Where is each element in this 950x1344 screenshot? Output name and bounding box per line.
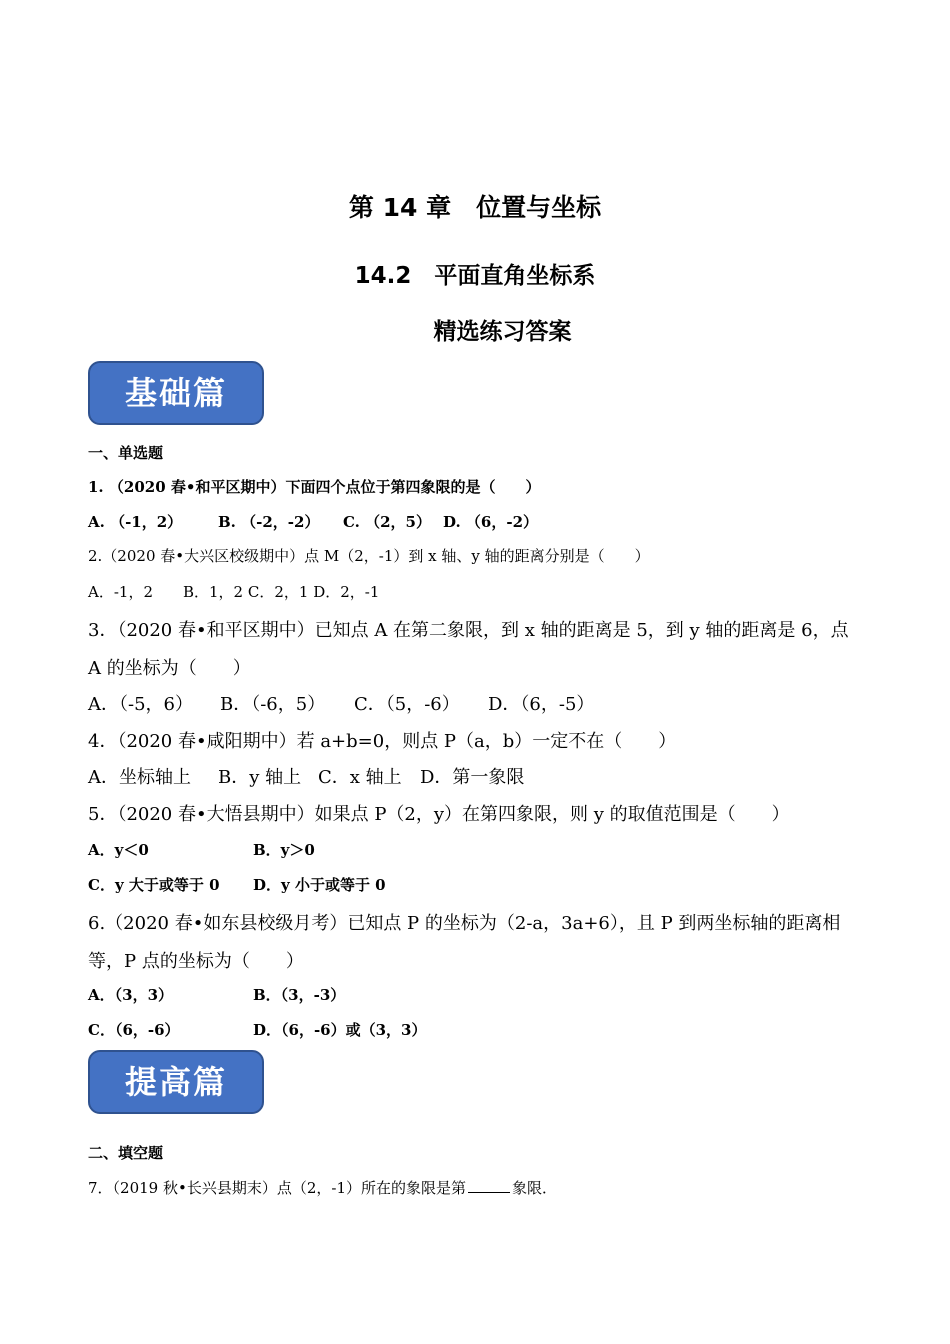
option-d: D．第一象限	[420, 767, 525, 788]
question-6-line-2: 等，P 点的坐标为（ ）	[88, 951, 304, 972]
option-b: B．y＞0	[253, 841, 315, 859]
question-1: 1. （2020 春•和平区期中）下面四个点位于第四象限的是（ ）	[88, 478, 541, 496]
question-3-line-2: A 的坐标为（ ）	[88, 658, 251, 679]
question-4: 4．（2020 春•咸阳期中）若 a+b=0，则点 P（a，b）一定不在（ ）	[88, 731, 677, 752]
basic-section-banner: 基础篇	[88, 361, 264, 425]
question-3-options	[88, 690, 594, 716]
question-7-text: 7．（2019 秋•长兴县期末）点（2，-1）所在的象限是第	[88, 1179, 466, 1197]
question-7-suffix: 象限．	[512, 1179, 558, 1197]
option-a: A. （-1，2）	[88, 513, 183, 531]
question-5-options-row-2	[88, 874, 386, 895]
option-a: A．（-5，6）	[88, 694, 193, 715]
option-d: D．（6，-5）	[488, 694, 595, 715]
question-3-line-1: 3．（2020 春•和平区期中）已知点 A 在第二象限，到 x 轴的距离是 5，到 y 轴的距离是 6，点	[88, 620, 849, 641]
question-5: 5．（2020 春•大悟县期中）如果点 P（2，y）在第四象限，则 y 的取值范围是（ ）	[88, 804, 790, 825]
question-6-line-1: 6.（2020 春•如东县校级月考）已知点 P 的坐标为（2-a，3a+6），且 P 到两坐标轴的距离相	[88, 913, 841, 934]
question-7	[88, 1177, 557, 1198]
option-a: A．坐标轴上	[88, 767, 191, 788]
option-b: B．（3，-3）	[253, 986, 346, 1004]
option-c: C. （2，5）	[343, 513, 431, 531]
question-6-options-row-2	[88, 1019, 426, 1040]
option-d: D．y 小于或等于 0	[253, 876, 386, 894]
option-c: C．y 大于或等于 0	[88, 876, 220, 894]
page-subtitle: 精选练习答案	[433, 319, 572, 345]
option-c: C．（5，-6）	[354, 694, 460, 715]
section-title: 14.2 平面直角坐标系	[354, 263, 596, 289]
chapter-title: 第 14 章 位置与坐标	[348, 193, 602, 222]
section-heading-fill-blank: 二、填空题	[88, 1144, 164, 1162]
section-heading-single-choice: 一、单选题	[88, 444, 164, 462]
option-d: D. （6，-2）	[443, 513, 539, 531]
question-2-options: A．-1，2 B．1，2 C．2，1 D．2，-1	[88, 583, 380, 601]
option-b: B. （-2，-2）	[218, 513, 320, 531]
question-1-options	[88, 511, 538, 532]
option-b: B．y 轴上	[218, 767, 302, 788]
option-c: C．（6，-6）	[88, 1021, 180, 1039]
option-d: D．（6，-6）或（3，3）	[253, 1021, 427, 1039]
answer-blank	[468, 1178, 510, 1193]
option-b: B．（-6，5）	[220, 694, 326, 715]
option-a: A．（3，3）	[88, 986, 174, 1004]
advanced-section-banner: 提高篇	[88, 1050, 264, 1114]
option-c: C．x 轴上	[318, 767, 402, 788]
question-4-options	[88, 763, 524, 789]
option-a: A．y＜0	[88, 841, 149, 859]
question-5-options-row-1	[88, 839, 315, 860]
question-2: 2.（2020 春•大兴区校级期中）点 M（2，-1）到 x 轴、y 轴的距离分别是（ ）	[88, 547, 650, 565]
question-6-options-row-1	[88, 984, 345, 1005]
